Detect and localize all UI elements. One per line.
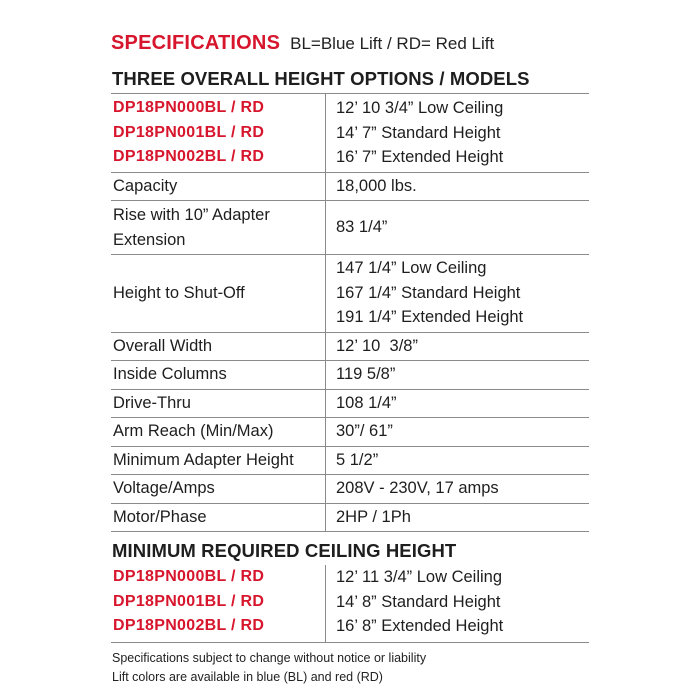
spec-row-voltage	[111, 475, 589, 504]
footnote-colors: Lift colors are available in blue (BL) and red (RD)	[112, 669, 383, 684]
ceiling-heading: MINIMUM REQUIRED CEILING HEIGHT	[112, 540, 457, 561]
spec-row-motor	[111, 503, 589, 532]
ceiling-models-row	[111, 565, 589, 642]
ceiling-table	[111, 565, 589, 643]
spec-value: 2HP / 1Ph	[326, 503, 590, 532]
spec-value: 30”/ 61”	[326, 418, 590, 447]
ceiling-height: 14’ 8” Standard Height	[336, 592, 501, 611]
spec-label: Overall Width	[111, 332, 326, 361]
model-height: 14’ 7” Standard Height	[336, 123, 501, 142]
spec-label: Drive-Thru	[111, 389, 326, 418]
spec-value: 83 1/4”	[326, 201, 590, 255]
spec-label: Capacity	[111, 172, 326, 201]
spec-row-min-adapter	[111, 446, 589, 475]
model-code: DP18PN001BL / RD	[113, 123, 265, 141]
spec-row-inside-columns	[111, 361, 589, 390]
ceiling-height: 16’ 8” Extended Height	[336, 617, 504, 635]
model-code: DP18PN000BL / RD	[113, 99, 265, 116]
spec-label: Extension	[113, 230, 186, 249]
model-height: 12’ 10 3/4” Low Ceiling	[336, 99, 504, 117]
spec-label: Height to Shut-Off	[111, 255, 326, 333]
spec-value: 5 1/2”	[326, 446, 590, 475]
model-code: DP18PN002BL / RD	[113, 617, 265, 634]
spec-label: Inside Columns	[111, 361, 326, 390]
models-heading: THREE OVERALL HEIGHT OPTIONS / MODELS	[112, 68, 530, 89]
spec-row-drive-thru	[111, 389, 589, 418]
title-row	[111, 32, 589, 60]
spec-row-overall-width	[111, 332, 589, 361]
spec-title: SPECIFICATIONS	[111, 32, 281, 54]
spec-value: 147 1/4” Low Ceiling	[336, 259, 487, 277]
model-code: DP18PN001BL / RD	[113, 592, 265, 610]
spec-label: Voltage/Amps	[111, 475, 326, 504]
spec-row-capacity	[111, 172, 589, 201]
spec-row-arm-reach	[111, 418, 589, 447]
spec-value: 208V - 230V, 17 amps	[326, 475, 590, 504]
model-height: 16’ 7” Extended Height	[336, 148, 504, 166]
spec-label: Rise with 10” Adapter	[113, 206, 270, 224]
model-code: DP18PN002BL / RD	[113, 148, 265, 165]
spec-row-shutoff	[111, 255, 589, 333]
spec-value: 191 1/4” Extended Height	[336, 308, 524, 326]
spec-value: 12’ 10 3/8”	[326, 332, 590, 361]
spec-label: Arm Reach (Min/Max)	[111, 418, 326, 447]
spec-sheet	[111, 32, 589, 687]
spec-label: Minimum Adapter Height	[111, 446, 326, 475]
spec-label: Motor/Phase	[111, 503, 326, 532]
spec-value: 119 5/8”	[326, 361, 590, 390]
spec-row-rise	[111, 201, 589, 255]
color-legend: BL=Blue Lift / RD= Red Lift	[290, 34, 495, 53]
models-row	[111, 94, 589, 173]
model-code: DP18PN000BL / RD	[113, 568, 265, 585]
ceiling-height: 12’ 11 3/4” Low Ceiling	[336, 568, 503, 586]
footnote-disclaimer: Specifications subject to change without notice or liability	[112, 650, 427, 665]
spec-table	[111, 93, 589, 532]
spec-value: 18,000 lbs.	[326, 172, 590, 201]
spec-value: 167 1/4” Standard Height	[336, 283, 521, 302]
spec-value: 108 1/4”	[326, 389, 590, 418]
footnotes	[111, 649, 589, 687]
